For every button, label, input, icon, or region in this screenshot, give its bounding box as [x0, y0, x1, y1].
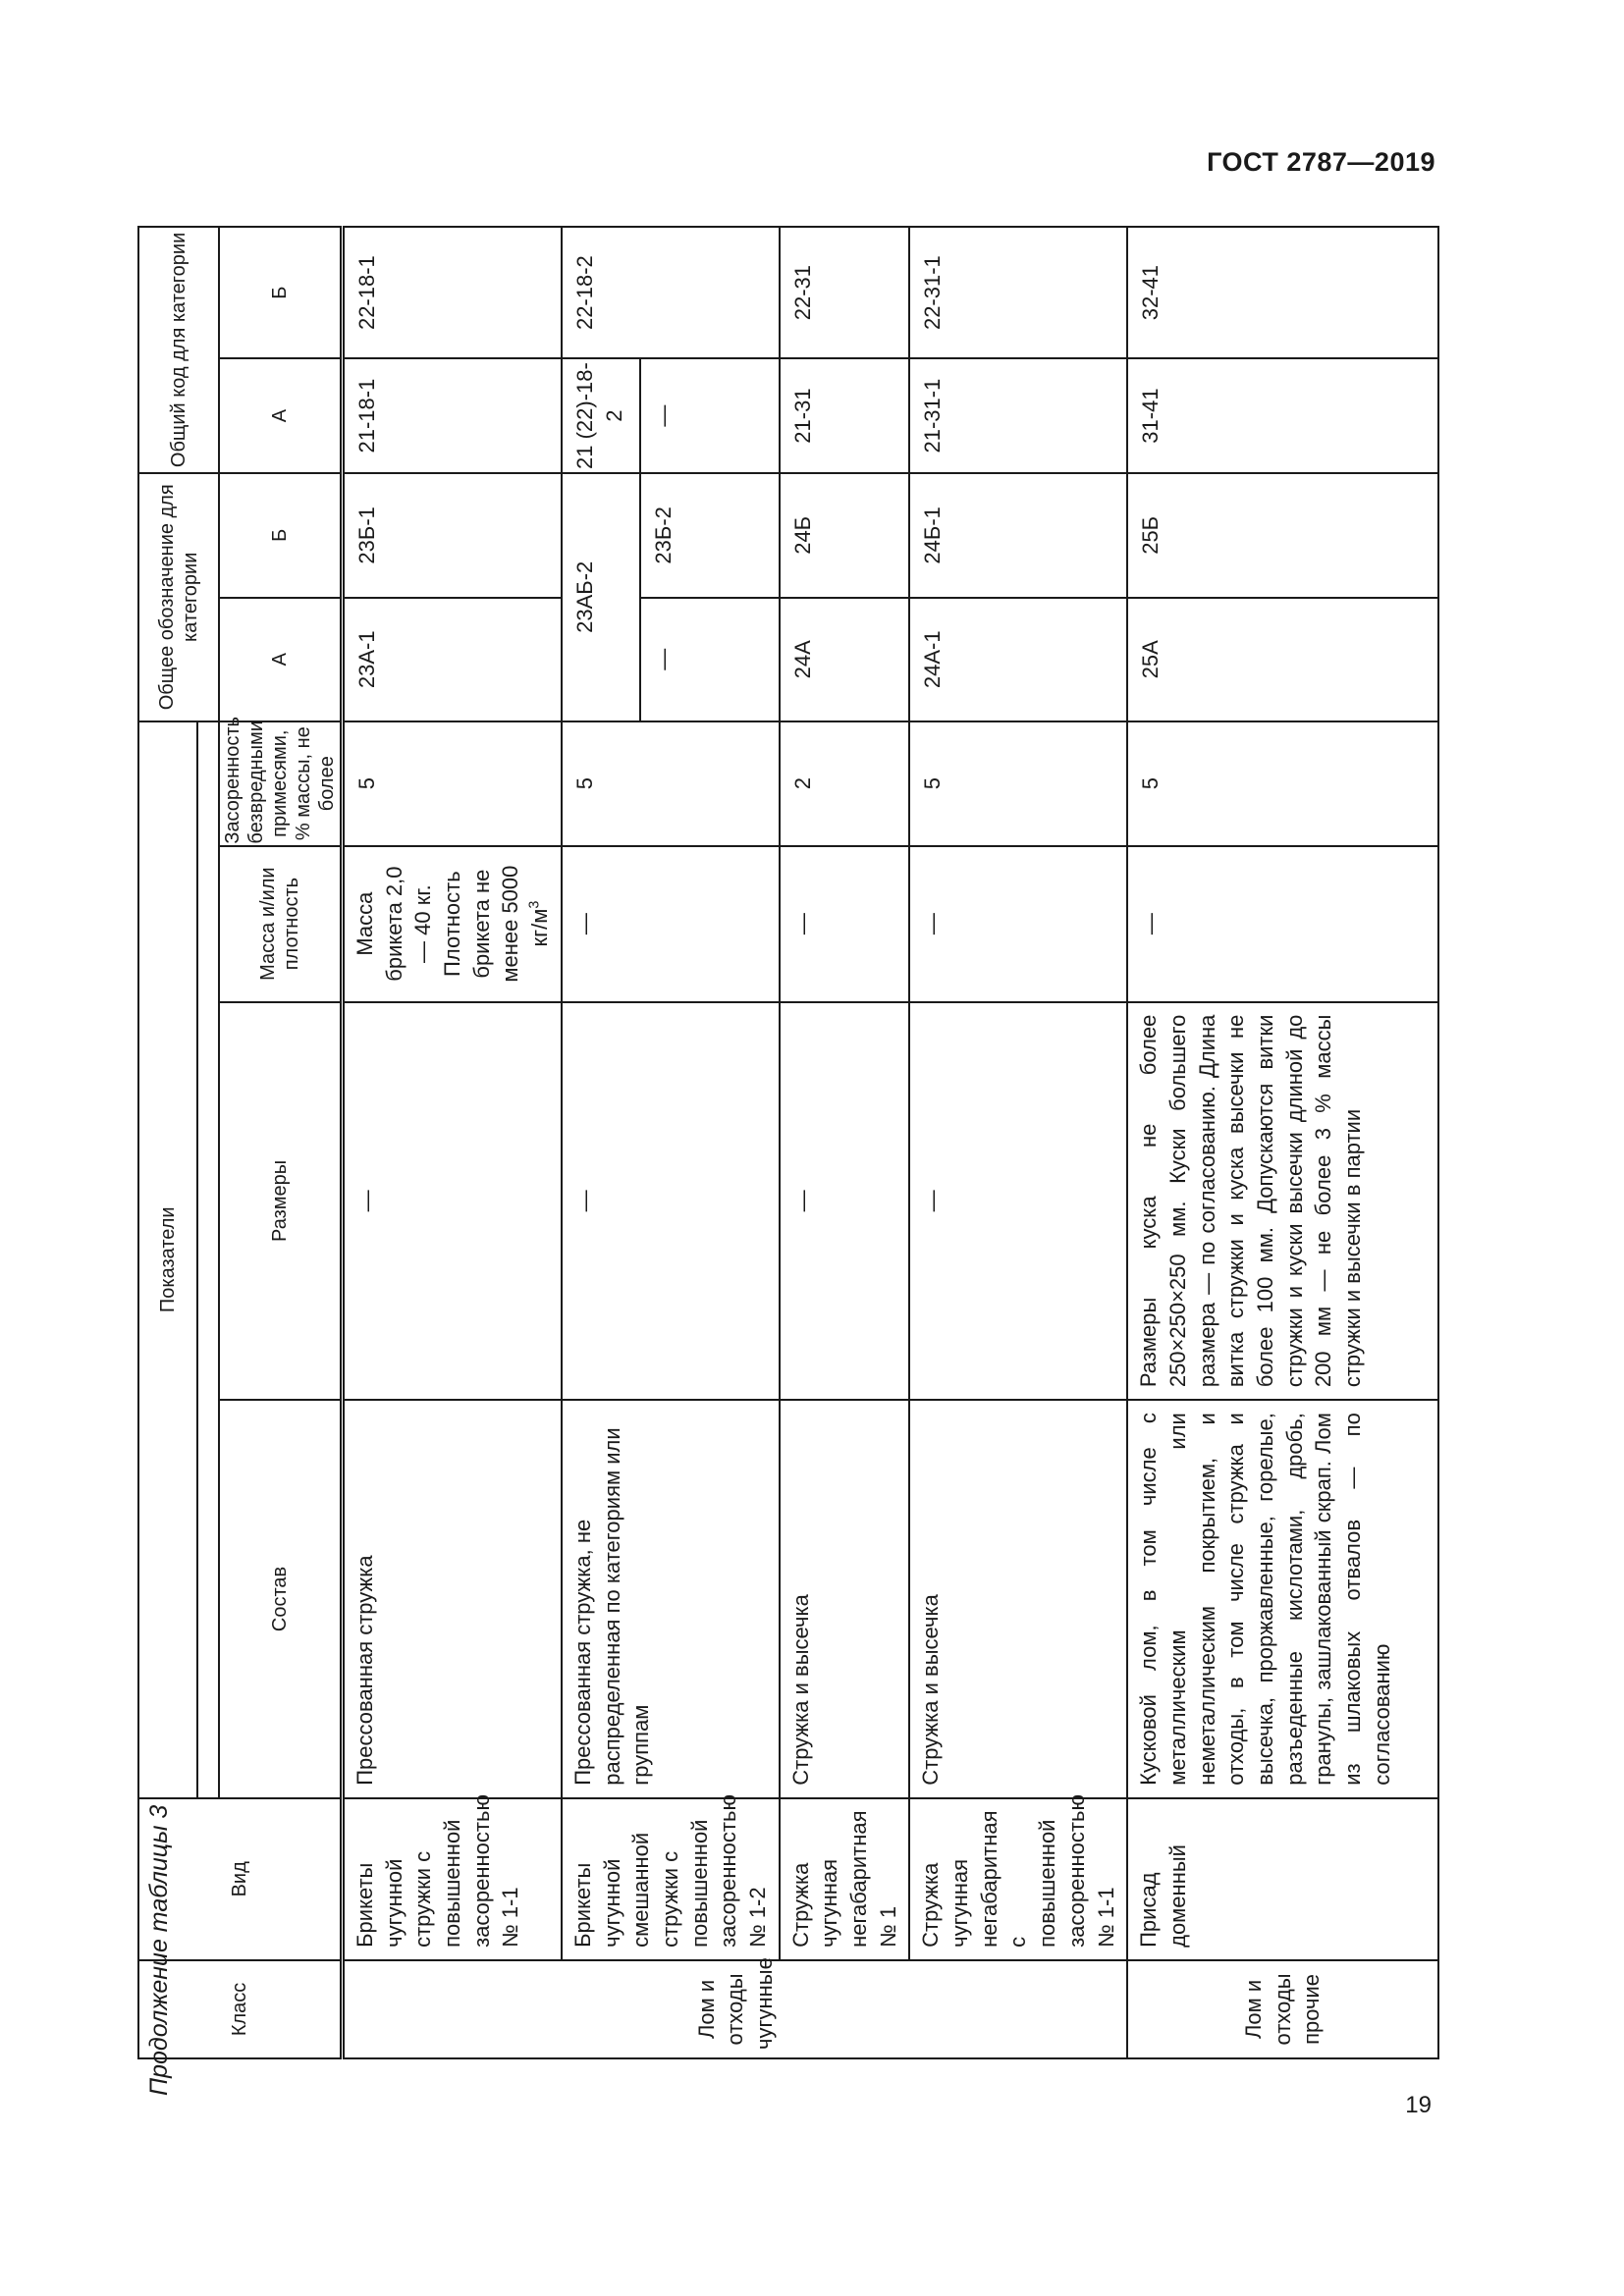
cell-obozn-a: 24А [780, 598, 910, 721]
header-klass: Класс [138, 1960, 343, 2058]
cell-obozn-ab: 23АБ-2 [562, 473, 640, 721]
header-obozn-a: А [219, 598, 343, 721]
rotated-table-wrapper [137, 226, 1439, 2059]
cell-zasor: 2 [780, 721, 910, 846]
cell-zasor: 5 [909, 721, 1127, 846]
cell-razmery: — [343, 1002, 562, 1401]
cell-obozn-b: 25Б [1127, 473, 1438, 598]
page-number: 19 [1405, 2092, 1432, 2118]
header-pokazateli: Показатели [138, 721, 197, 1798]
cell-razmery: Размеры куска не более 250×250×250 мм. Куски большего размера — по согласованию. Длина витка стружки и куска высечки не более 100 мм. Допускаются витки стружки и куски высечки длиной до 200 мм — не более 3 % массы стружки и высечки в партии [1127, 1002, 1438, 1401]
cell-razmery: — [562, 1002, 780, 1401]
cell-zasor: 5 [562, 721, 780, 846]
header-oboznachenie: Общее обозначение для категории [138, 473, 219, 721]
table-row [343, 227, 562, 2058]
klass-cast-iron: Лом и отходы чугунные [343, 1960, 1128, 2058]
cell-razmery: — [780, 1002, 910, 1401]
cell-obozn-a: 23А-1 [343, 598, 562, 721]
cell-massa: — [909, 846, 1127, 1002]
cell-sostav: Прессованная стружка, не распределенная по категориям или группам [562, 1400, 780, 1798]
header-vid: Вид [138, 1798, 343, 1960]
cell-obozn-b: 23Б-1 [343, 473, 562, 598]
cell-massa [343, 846, 562, 1002]
cell-kod-a: — [640, 358, 780, 473]
cell-razmery: — [909, 1002, 1127, 1401]
cell-zasor: 5 [343, 721, 562, 846]
header-kod-a: А [219, 358, 343, 473]
cell-kod-a: 21-31-1 [909, 358, 1127, 473]
cell-massa: — [780, 846, 910, 1002]
cell-sostav: Кусковой лом, в том числе с металлическим или неметаллическим покрытием, и отходы, в том числе стружка и высечка, проржавленные, горелые, разъеденные кислотами, дробь, гранулы, зашлакованный скрап. Лом из шлаковых отвалов — по согласованию [1127, 1400, 1438, 1798]
density-line: Плотность брикета не менее 5000 $кг/м^3$ [440, 865, 553, 983]
cell-sostav: Прессованная стружка [343, 1400, 562, 1798]
header-obozn-b: Б [219, 473, 343, 598]
cell-vid: Стружка чугунная негабаритная № 1 [780, 1798, 910, 1960]
cell-kod-b: 22-31 [780, 227, 910, 358]
cell-obozn-a: 25А [1127, 598, 1438, 721]
header-massa: Масса и/или плотность [219, 846, 343, 1002]
cell-obozn-a: — [640, 598, 780, 721]
cell-massa: — [562, 846, 780, 1002]
cell-obozn-b: 24Б [780, 473, 910, 598]
header-razmery: Размеры [219, 1002, 343, 1401]
cell-sostav: Стружка и высечка [780, 1400, 910, 1798]
header-sostav: Состав [219, 1400, 343, 1798]
cell-vid: Брикеты чугунной стружки с повышенной засоренностью № 1-1 [343, 1798, 562, 1960]
cell-vid: Стружка чугунная негабаритная с повышенной засоренностью № 1-1 [909, 1798, 1127, 1960]
document-header: ГОСТ 2787—2019 [1207, 147, 1435, 177]
cell-obozn-b: 23Б-2 [640, 473, 780, 598]
table-row [562, 227, 640, 2058]
cell-kod-a: 21-18-1 [343, 358, 562, 473]
cell-kod-ab: 21 (22)-18-2 [562, 358, 640, 473]
cell-sostav: Стружка и высечка [909, 1400, 1127, 1798]
cell-zasor: 5 [1127, 721, 1438, 846]
cell-kod-b: 22-31-1 [909, 227, 1127, 358]
header-kod: Общий код для категории [138, 227, 219, 473]
header-kod-b: Б [219, 227, 343, 358]
table-caption: Продолжение таблицы 3 [145, 1804, 173, 2096]
cell-obozn-a: 24А-1 [909, 598, 1127, 721]
cell-kod-a: 21-31 [780, 358, 910, 473]
massa-line: Масса брикета 2,0 — 40 кг. [352, 866, 436, 982]
cell-kod-b: 32-41 [1127, 227, 1438, 358]
cell-kod-b: 22-18-2 [562, 227, 780, 358]
scrap-table [137, 226, 1439, 2059]
table-row [780, 227, 910, 2058]
cell-obozn-b: 24Б-1 [909, 473, 1127, 598]
cell-kod-b: 22-18-1 [343, 227, 562, 358]
table-row [1127, 227, 1438, 2058]
cell-vid: Брикеты чугунной смешанной стружки с повышенной засоренностью № 1-2 [562, 1798, 780, 1960]
cell-kod-a: 31-41 [1127, 358, 1438, 473]
cell-massa: — [1127, 846, 1438, 1002]
klass-other: Лом и отходы прочие [1127, 1960, 1438, 2058]
table-row [909, 227, 1127, 2058]
cell-vid: Присад доменный [1127, 1798, 1438, 1960]
header-zasorennost: Засоренность безвредными примесями, % массы, не более [219, 721, 343, 846]
